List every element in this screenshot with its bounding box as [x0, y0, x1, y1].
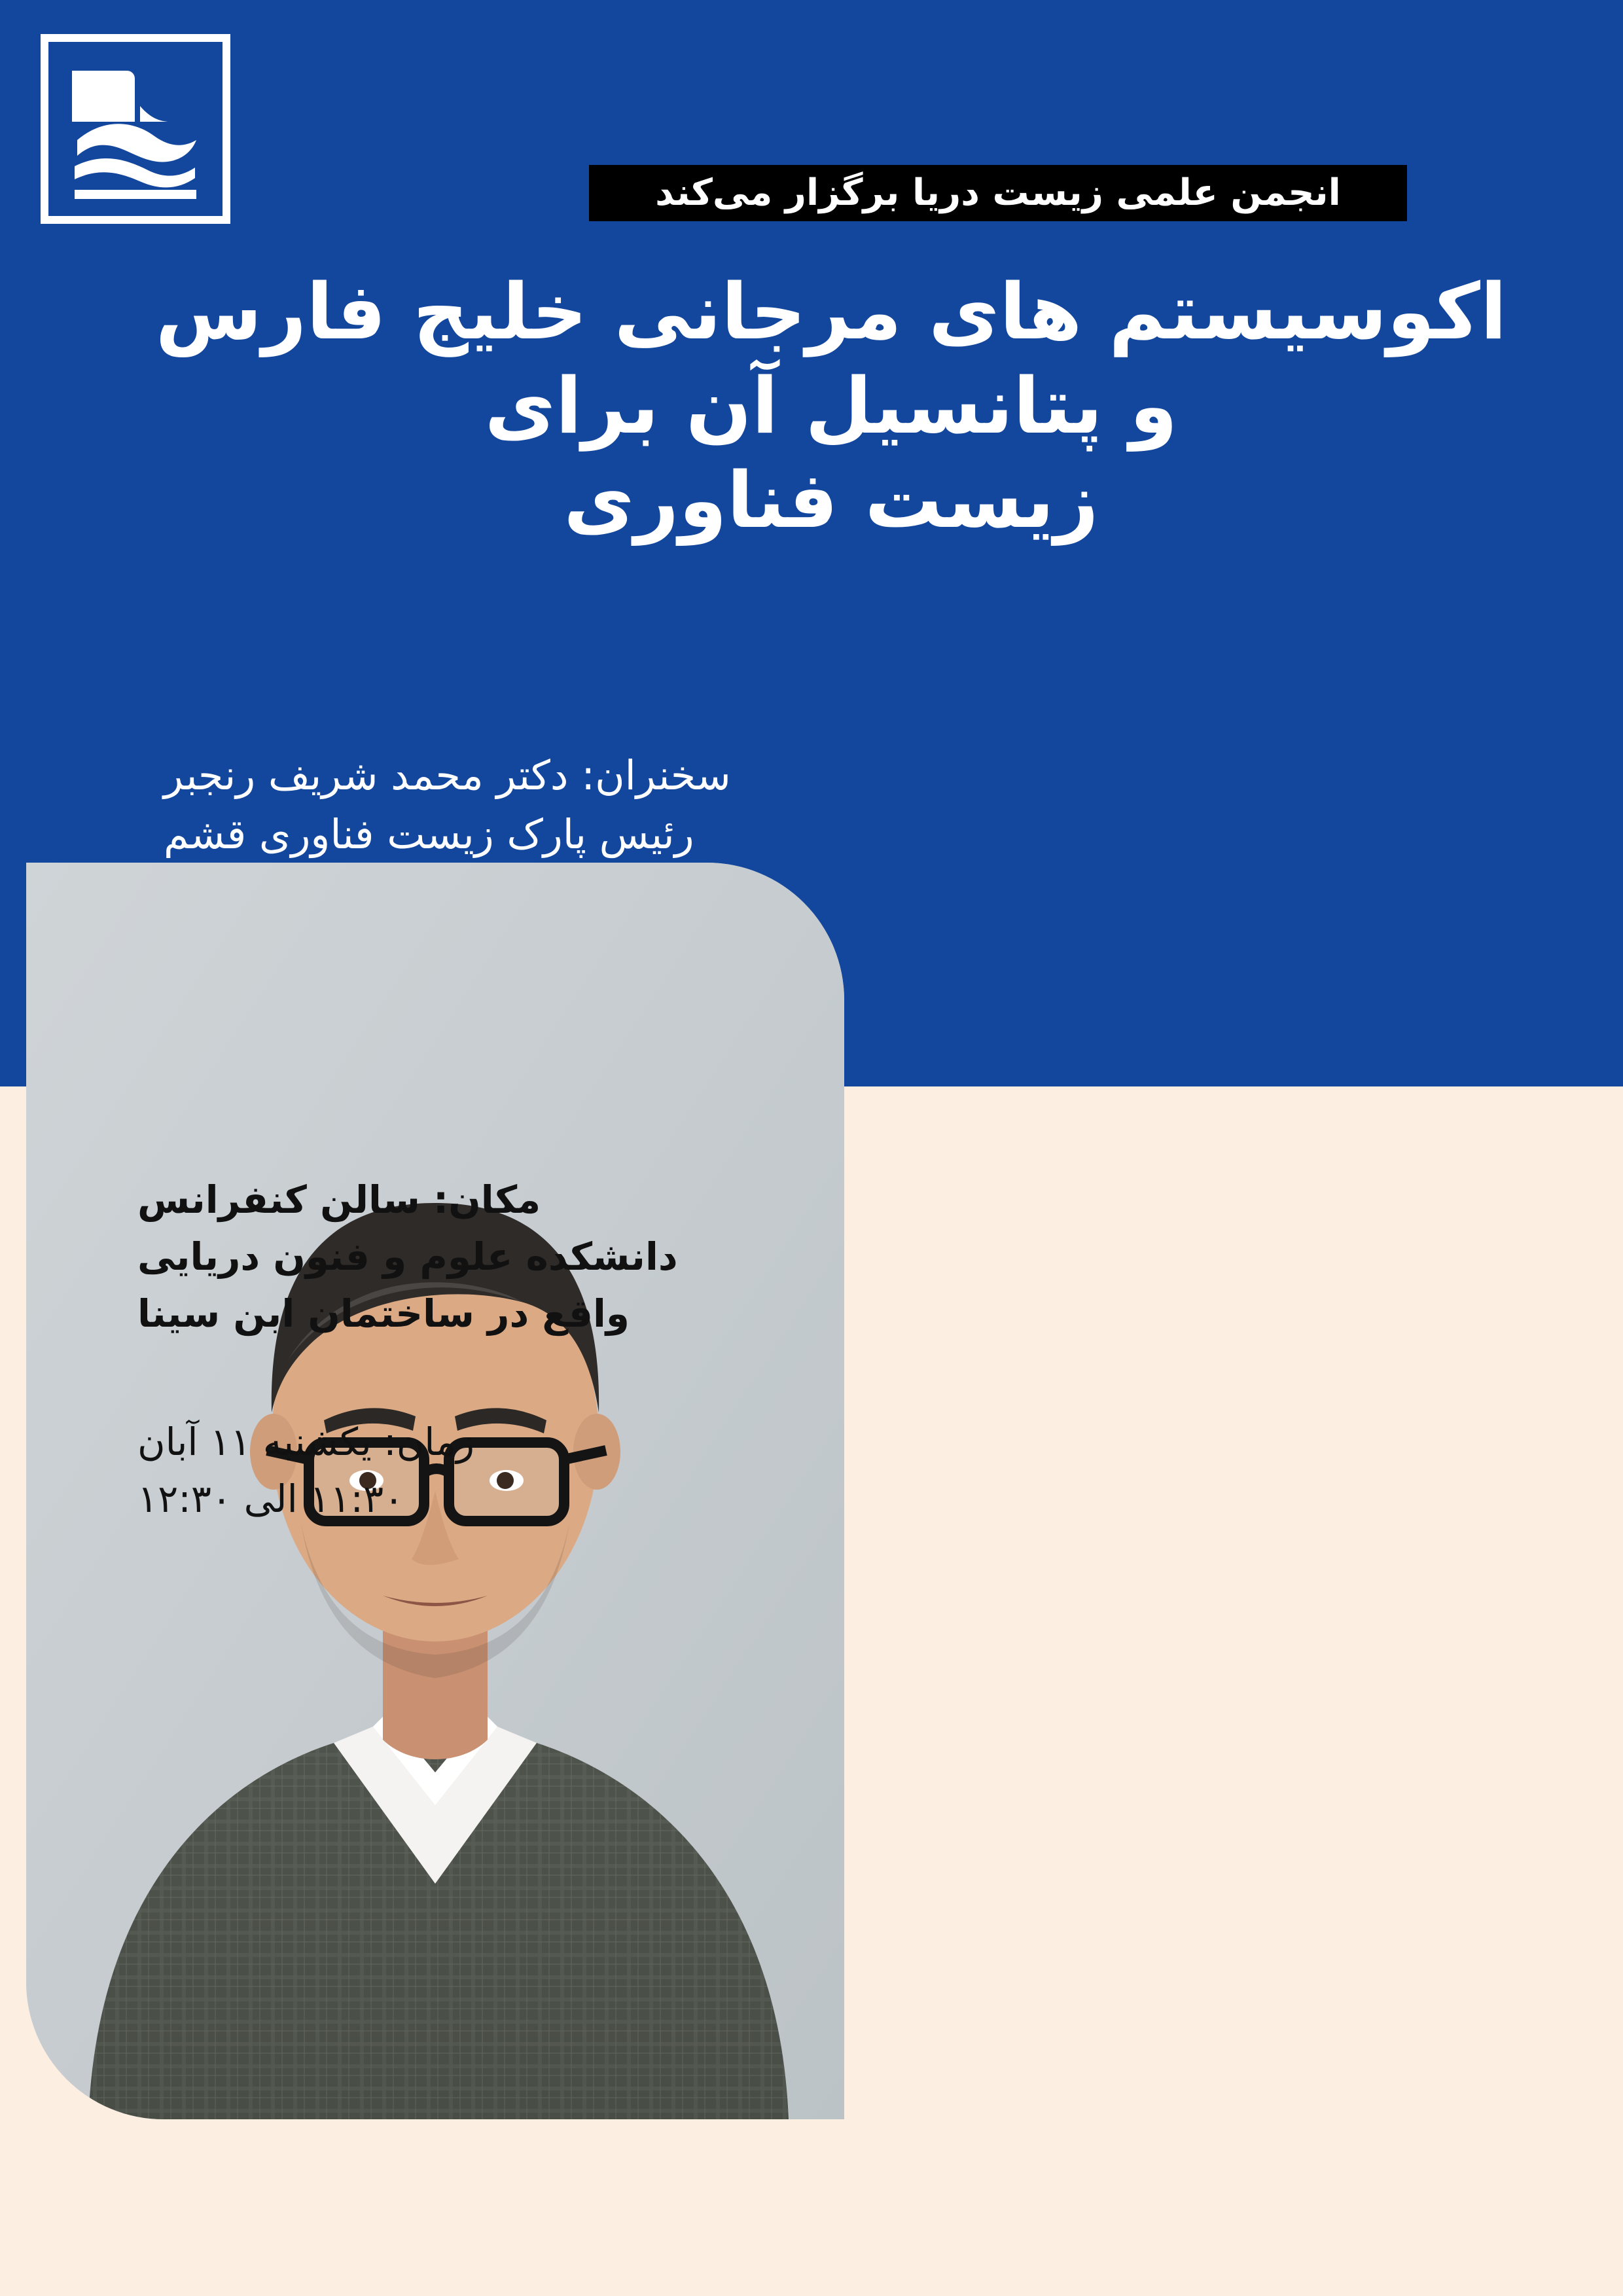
poster-title: [118, 265, 1544, 548]
logo-inner-field: [48, 42, 223, 216]
logo-mark-icon: [48, 42, 223, 216]
venue-line-2: دانشکده علوم و فنون دریایی: [137, 1234, 678, 1279]
time-date: زمان: یکشنبه ۱۱ آبان: [137, 1420, 475, 1464]
time-info: [137, 1414, 1623, 1528]
poster-title-line-3: زیست فناوری: [563, 454, 1099, 545]
organizer-banner: [589, 165, 1407, 221]
time-range: ۱۱:۳۰ الی ۱۲:۳۰: [137, 1477, 404, 1521]
organizer-banner-text: انجمن علمی زیست دریا برگزار می‌کند: [655, 171, 1341, 214]
speaker-info: [164, 746, 1623, 864]
venue-line-3: واقع در ساختمان ابن سینا: [137, 1291, 630, 1336]
speaker-title: رئیس پارک زیست فناوری قشم: [164, 810, 694, 858]
venue-info: [137, 1172, 1623, 1342]
speaker-name: سخنران: دکتر محمد شریف رنجبر: [164, 751, 731, 799]
association-logo: [41, 34, 230, 224]
venue-line-1: مکان: سالن کنفرانس: [137, 1177, 541, 1222]
poster-title-line-2: و پتانسیل آن برای: [484, 360, 1178, 451]
poster-title-line-1: اکوسیستم های مرجانی خلیج فارس: [155, 266, 1507, 357]
